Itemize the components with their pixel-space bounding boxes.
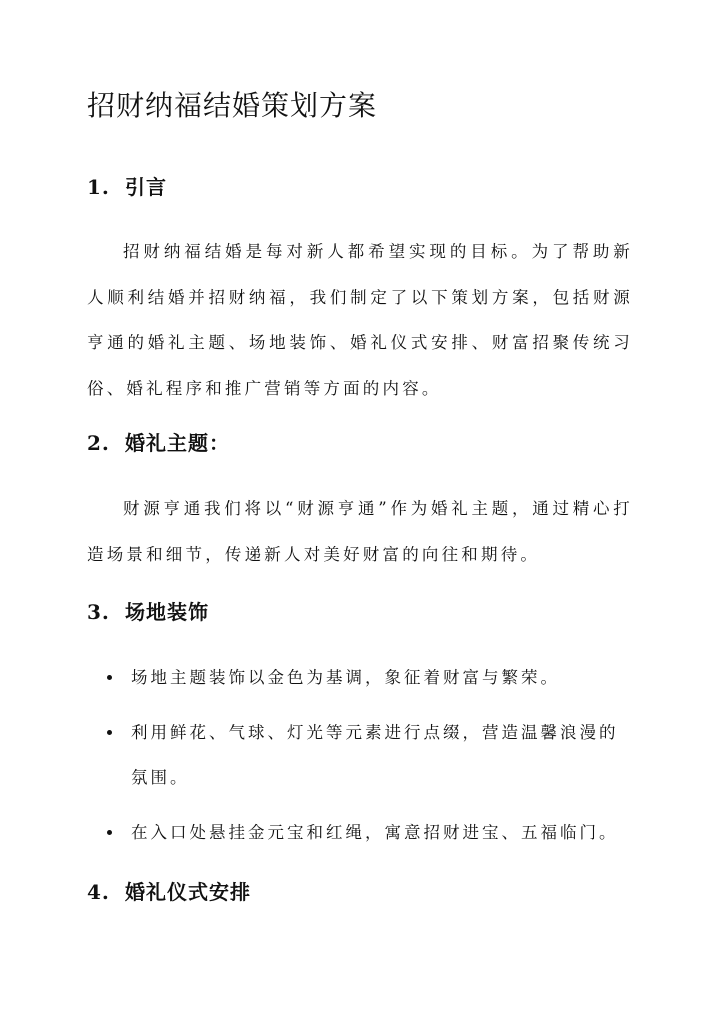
bullet-icon [107, 675, 112, 680]
section-title: 婚礼主题： [125, 431, 230, 455]
section-number: 1. [87, 175, 110, 199]
list-item [87, 710, 633, 801]
list-item-text: 利用鲜花、气球、灯光等元素进行点缀，营造温馨浪漫的氛围。 [131, 722, 619, 787]
section-title: 场地装饰 [125, 600, 209, 624]
list-item-text: 在入口处悬挂金元宝和红绳，寓意招财进宝、五福临门。 [131, 822, 619, 842]
intro-paragraph: 招财纳福结婚是每对新人都希望实现的目标。为了帮助新人顺利结婚并招财纳福，我们制定了以下策划方案，包括财源亨通的婚礼主题、场地装饰、婚礼仪式安排、财富招聚传统习俗、婚礼程序和推广营销等方面的内容。 [87, 242, 633, 398]
section-heading-intro [87, 172, 167, 202]
bullet-icon [107, 730, 112, 735]
section-title: 引言 [125, 175, 167, 199]
list-item [87, 655, 633, 701]
list-item-text: 场地主题装饰以金色为基调，象征着财富与繁荣。 [131, 668, 560, 687]
section-heading-ceremony [87, 877, 251, 907]
list-item [87, 810, 633, 856]
section-number: 2. [87, 431, 110, 455]
document-title: 招财纳福结婚策划方案 [87, 89, 378, 122]
section-number: 4. [87, 880, 110, 904]
section-number: 3. [87, 600, 110, 624]
theme-paragraph: 财源亨通我们将以“财源亨通”作为婚礼主题，通过精心打造场景和细节，传递新人对美好财富的向往和期待。 [87, 499, 633, 564]
section-heading-theme [87, 428, 230, 458]
bullet-icon [107, 830, 112, 835]
section-title: 婚礼仪式安排 [125, 880, 251, 904]
decoration-list [87, 655, 633, 855]
section-heading-decoration [87, 597, 209, 627]
